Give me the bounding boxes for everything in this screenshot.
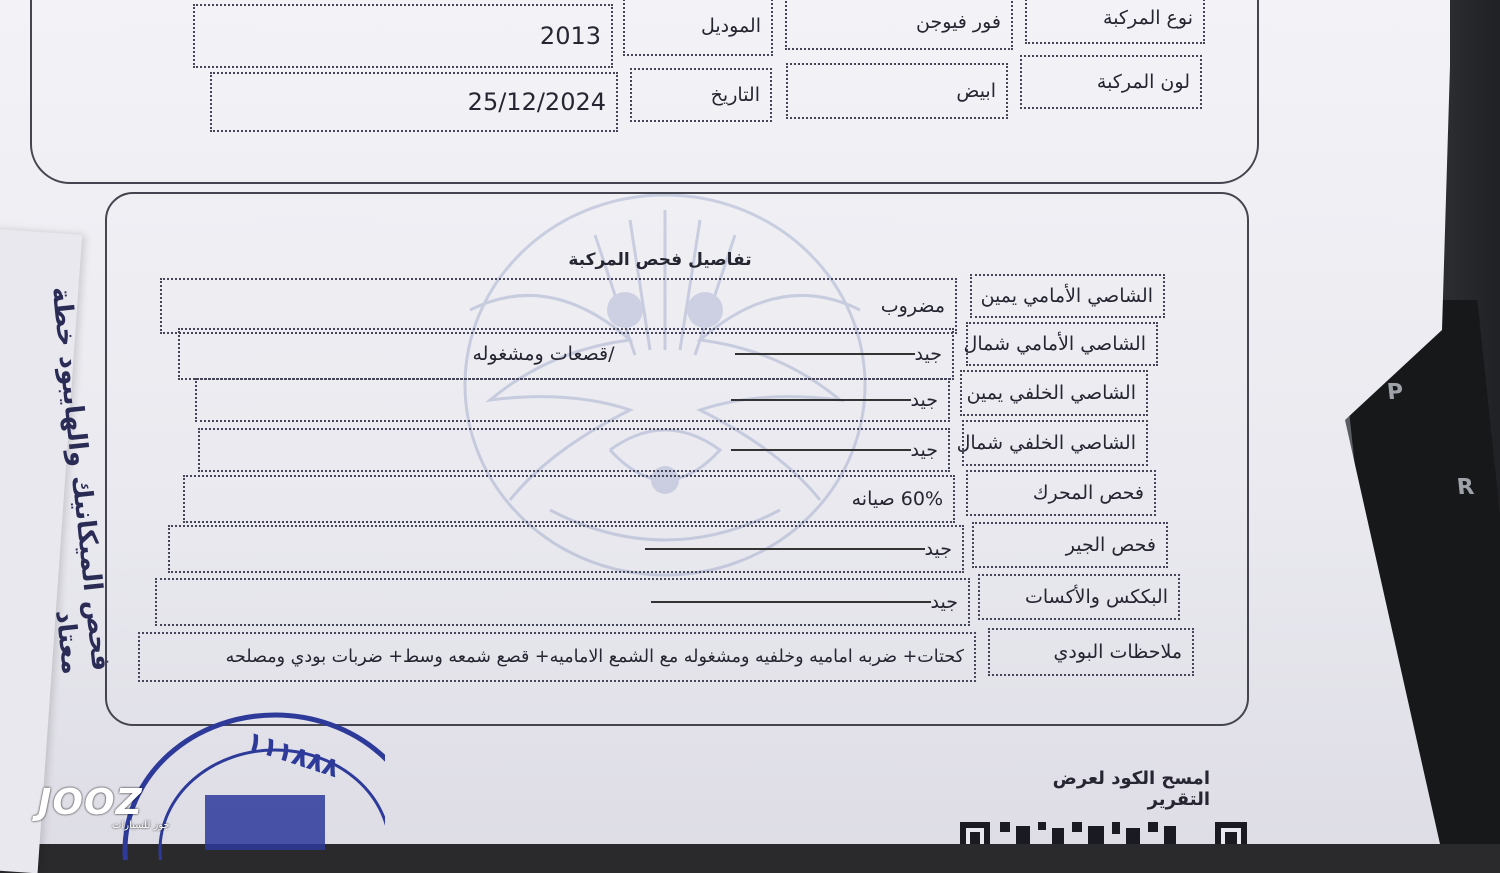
front-left-chassis-label: الشاصي الأمامي شمال [966, 322, 1158, 366]
axles-underline [651, 601, 931, 603]
inspection-title: تفاصيل فحص المركبة [568, 250, 752, 270]
gearbox-check-value [168, 525, 964, 573]
gearbox-check-status: جيد [924, 538, 952, 560]
model-label: الموديل [623, 0, 773, 56]
rear-left-chassis-value [198, 428, 950, 472]
rear-left-underline [731, 449, 911, 451]
vehicle-type-label: نوع المركبة [1025, 0, 1205, 44]
engine-check-value [183, 475, 955, 523]
left-page-text: فحص الميكانيك والهايبود خطة معتاد [45, 285, 116, 676]
rear-right-chassis-value [195, 378, 950, 422]
body-notes-value [138, 632, 976, 682]
model-value [193, 4, 613, 68]
vehicle-type-value: فور فيوجن [785, 0, 1013, 50]
date-value [210, 72, 618, 132]
report-date: 25/12/2024 [467, 88, 606, 116]
rear-left-chassis-status: جيد [910, 439, 938, 461]
front-right-chassis-label: الشاصي الأمامي يمين [970, 274, 1165, 318]
axles-check-status: جيد [930, 591, 958, 613]
stamp-number: ١١١٨٨٨ [242, 726, 343, 785]
date-label: التاريخ [630, 68, 772, 122]
vehicle-color-label: لون المركبة [1020, 55, 1202, 109]
gear-p-letter: P [1385, 380, 1405, 405]
official-stamp-icon [95, 700, 385, 860]
front-right-chassis-status: مضروب [880, 295, 945, 317]
jooz-logo-subtitle: جوز للسيارات [112, 820, 170, 831]
rear-right-chassis-status: جيد [910, 389, 938, 411]
gearbox-underline [645, 548, 925, 550]
front-left-chassis-note: /قصعات ومشغوله [472, 343, 615, 365]
front-left-underline [735, 353, 915, 355]
axles-check-label: البككس والأكسات [978, 574, 1180, 620]
front-left-chassis-status: جيد [914, 343, 942, 365]
gear-r-letter: R [1455, 475, 1476, 500]
gearbox-check-label: فحص الجير [972, 522, 1168, 568]
rear-right-underline [731, 399, 911, 401]
model-year: 2013 [539, 22, 601, 50]
qr-code-icon[interactable] [960, 820, 1250, 844]
front-left-chassis-value [178, 328, 954, 380]
jooz-logo-text: JOOZ [38, 782, 143, 823]
rear-right-chassis-label: الشاصي الخلفي يمين [960, 370, 1148, 416]
engine-check-status: 60% صيانه [851, 488, 943, 510]
engine-check-label: فحص المحرك [966, 470, 1156, 516]
body-notes-label: ملاحظات البودي [988, 628, 1194, 676]
rear-left-chassis-label: الشاصي الخلفي شمال [962, 420, 1148, 466]
axles-check-value [155, 578, 970, 626]
body-notes-text: كحتات+ ضربه اماميه وخلفيه ومشغوله مع الشمع الاماميه+ قصع شمعه وسط+ ضربات بودي ومصلحه [225, 647, 964, 667]
vehicle-color-value: ابيض [786, 63, 1008, 119]
scan-code-instruction: امسح الكود لعرض التقرير [1052, 768, 1210, 810]
front-right-chassis-value [160, 278, 957, 334]
